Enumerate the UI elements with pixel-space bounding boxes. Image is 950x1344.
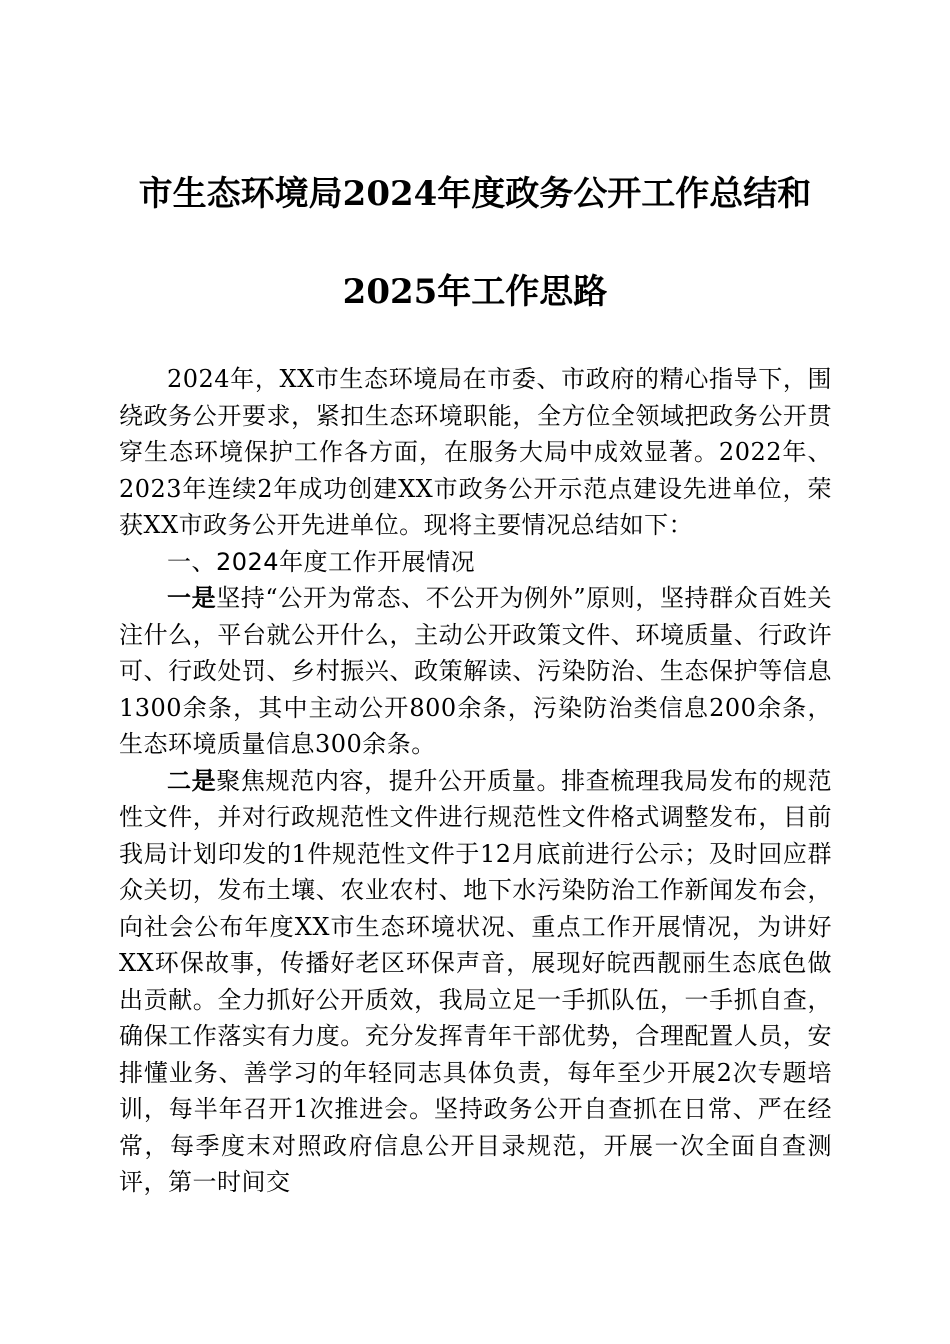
document-title-line-2: 2025年工作思路 [342,272,608,312]
intro-paragraph: 2024年，XX市生态环境局在市委、市政府的精心指导下，围绕政务公开要求，紧扣生态环境职能，全方位全领域把政务公开贯穿生态环境保护工作各方面，在服务大局中成效显著。2022年、2023年连续2年成功创建XX市政务公开示范点建设先进单位，荣获XX市政务公开先进单位。现将主要情况总结如下： [119,365,832,539]
point-1-text: 坚持“公开为常态、不公开为例外”原则，坚持群众百姓关注什么，平台就公开什么，主动公开政策文件、环境质量、行政许可、行政处罚、乡村振兴、政策解读、污染防治、生态保护等信息1300余条，其中主动公开800余条，污染防治类信息200余条，生态环境质量信息300余条。 [119,584,832,758]
point-2-text: 聚焦规范内容，提升公开质量。排查梳理我局发布的规范性文件，并对行政规范性文件进行规范性文件格式调整发布，目前我局计划印发的1件规范性文件于12月底前进行公示；及时回应群众关切，发布土壤、农业农村、地下水污染防治工作新闻发布会，向社会公布年度XX市生态环境状况、重点工作开展情况，为讲好XX环保故事，传播好老区环保声音，展现好皖西靓丽生态底色做出贡献。全力抓好公开质效，我局立足一手抓队伍，一手抓自查，确保工作落实有力度。充分发挥青年干部优势，合理配置人员，安排懂业务、善学习的年轻同志具体负责，每年至少开展2次专题培训，每半年召开1次推进会。坚持政务公开自查抓在日常、严在经常，每季度末对照政府信息公开目录规范，开展一次全面自查测评，第一时间交 [119,766,833,1196]
point-1-paragraph [119,580,832,763]
document-title-line-1: 市生态环境局2024年度政务公开工作总结和 [138,174,812,214]
point-2-lead: 二是 [167,765,217,795]
point-1-lead: 一是 [167,583,217,612]
point-2-paragraph [119,763,832,1201]
document-body [119,361,832,1201]
section-heading-1: 一、2024年度工作开展情况 [167,547,476,576]
